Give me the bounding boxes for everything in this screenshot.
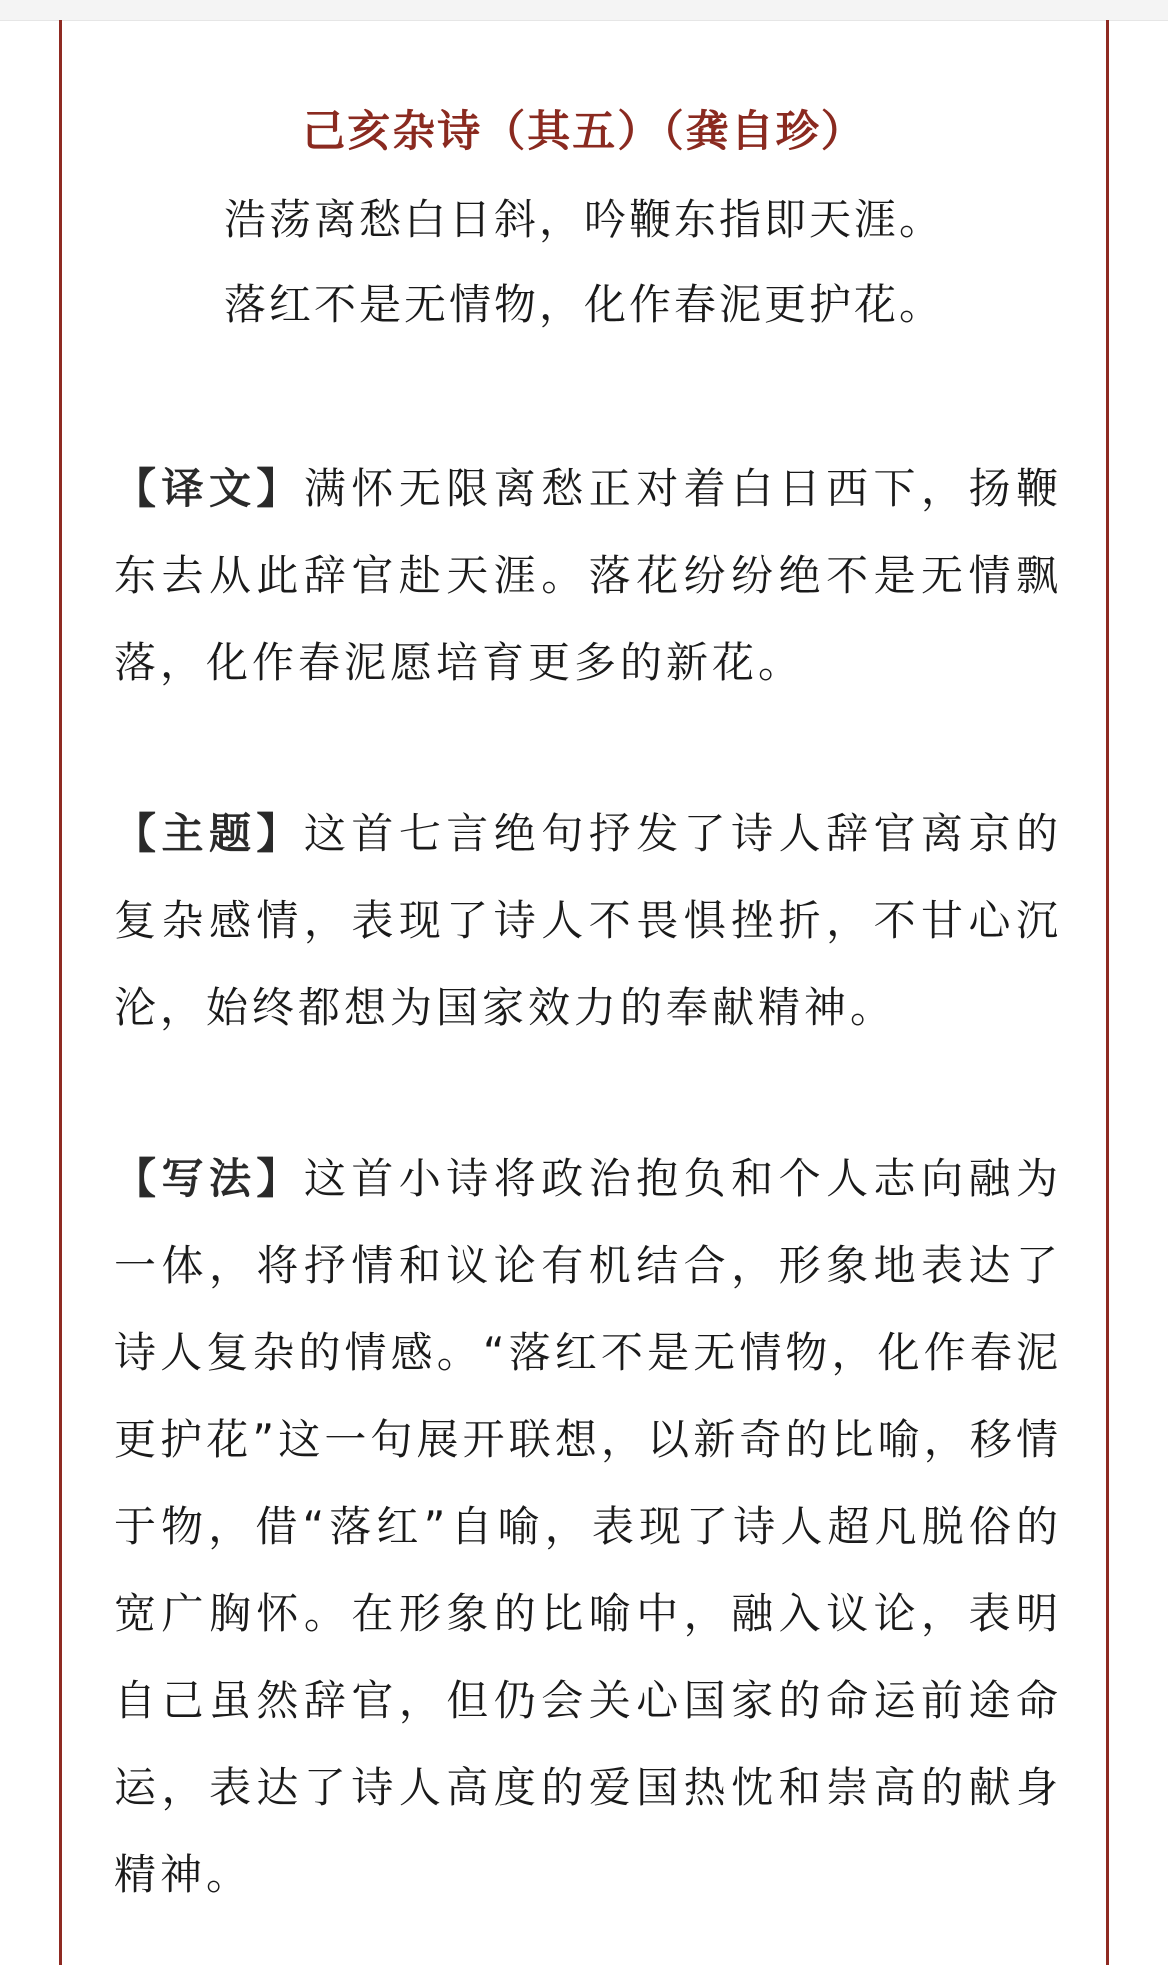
technique-text: 这首小诗将政治抱负和个人志向融为一体，将抒情和议论有机结合，形象地表达了诗人复杂的情感。“落红不是无情物，化作春泥更护花”这一句展开联想，以新奇的比喻，移情于物，借“落红”自喻，表现了诗人超凡脱俗的宽广胸怀。在形象的比喻中，融入议论，表明自己虽然辞官，但仍会关心国家的命运前途命运，表达了诗人高度的爱国热忱和崇高的献身精神。 xyxy=(114,1154,1062,1899)
top-strip xyxy=(0,0,1168,21)
poem-line-1: 浩荡离愁白日斜，吟鞭东指即天涯。 xyxy=(223,195,944,244)
technique-label: 【写法】 xyxy=(114,1154,304,1203)
right-border-line xyxy=(1106,20,1109,1965)
translation-text: 满怀无限离愁正对着白日西下，扬鞭东去从此辞官赴天涯。落花纷纷绝不是无情飘落，化作春泥愿培育更多的新花。 xyxy=(114,464,1062,687)
poem-title: 己亥杂诗（其五）（龚自珍） xyxy=(302,107,866,157)
translation-section xyxy=(114,445,1062,706)
poem-line-2: 落红不是无情物，化作春泥更护花。 xyxy=(223,280,944,329)
technique-section xyxy=(114,1135,1062,1918)
translation-label: 【译文】 xyxy=(114,464,304,513)
theme-label: 【主题】 xyxy=(114,809,304,858)
theme-text: 这首七言绝句抒发了诗人辞官离京的复杂感情，表现了诗人不畏惧挫折，不甘心沉沦，始终都想为国家效力的奉献精神。 xyxy=(114,809,1062,1032)
theme-section xyxy=(114,790,1062,1051)
